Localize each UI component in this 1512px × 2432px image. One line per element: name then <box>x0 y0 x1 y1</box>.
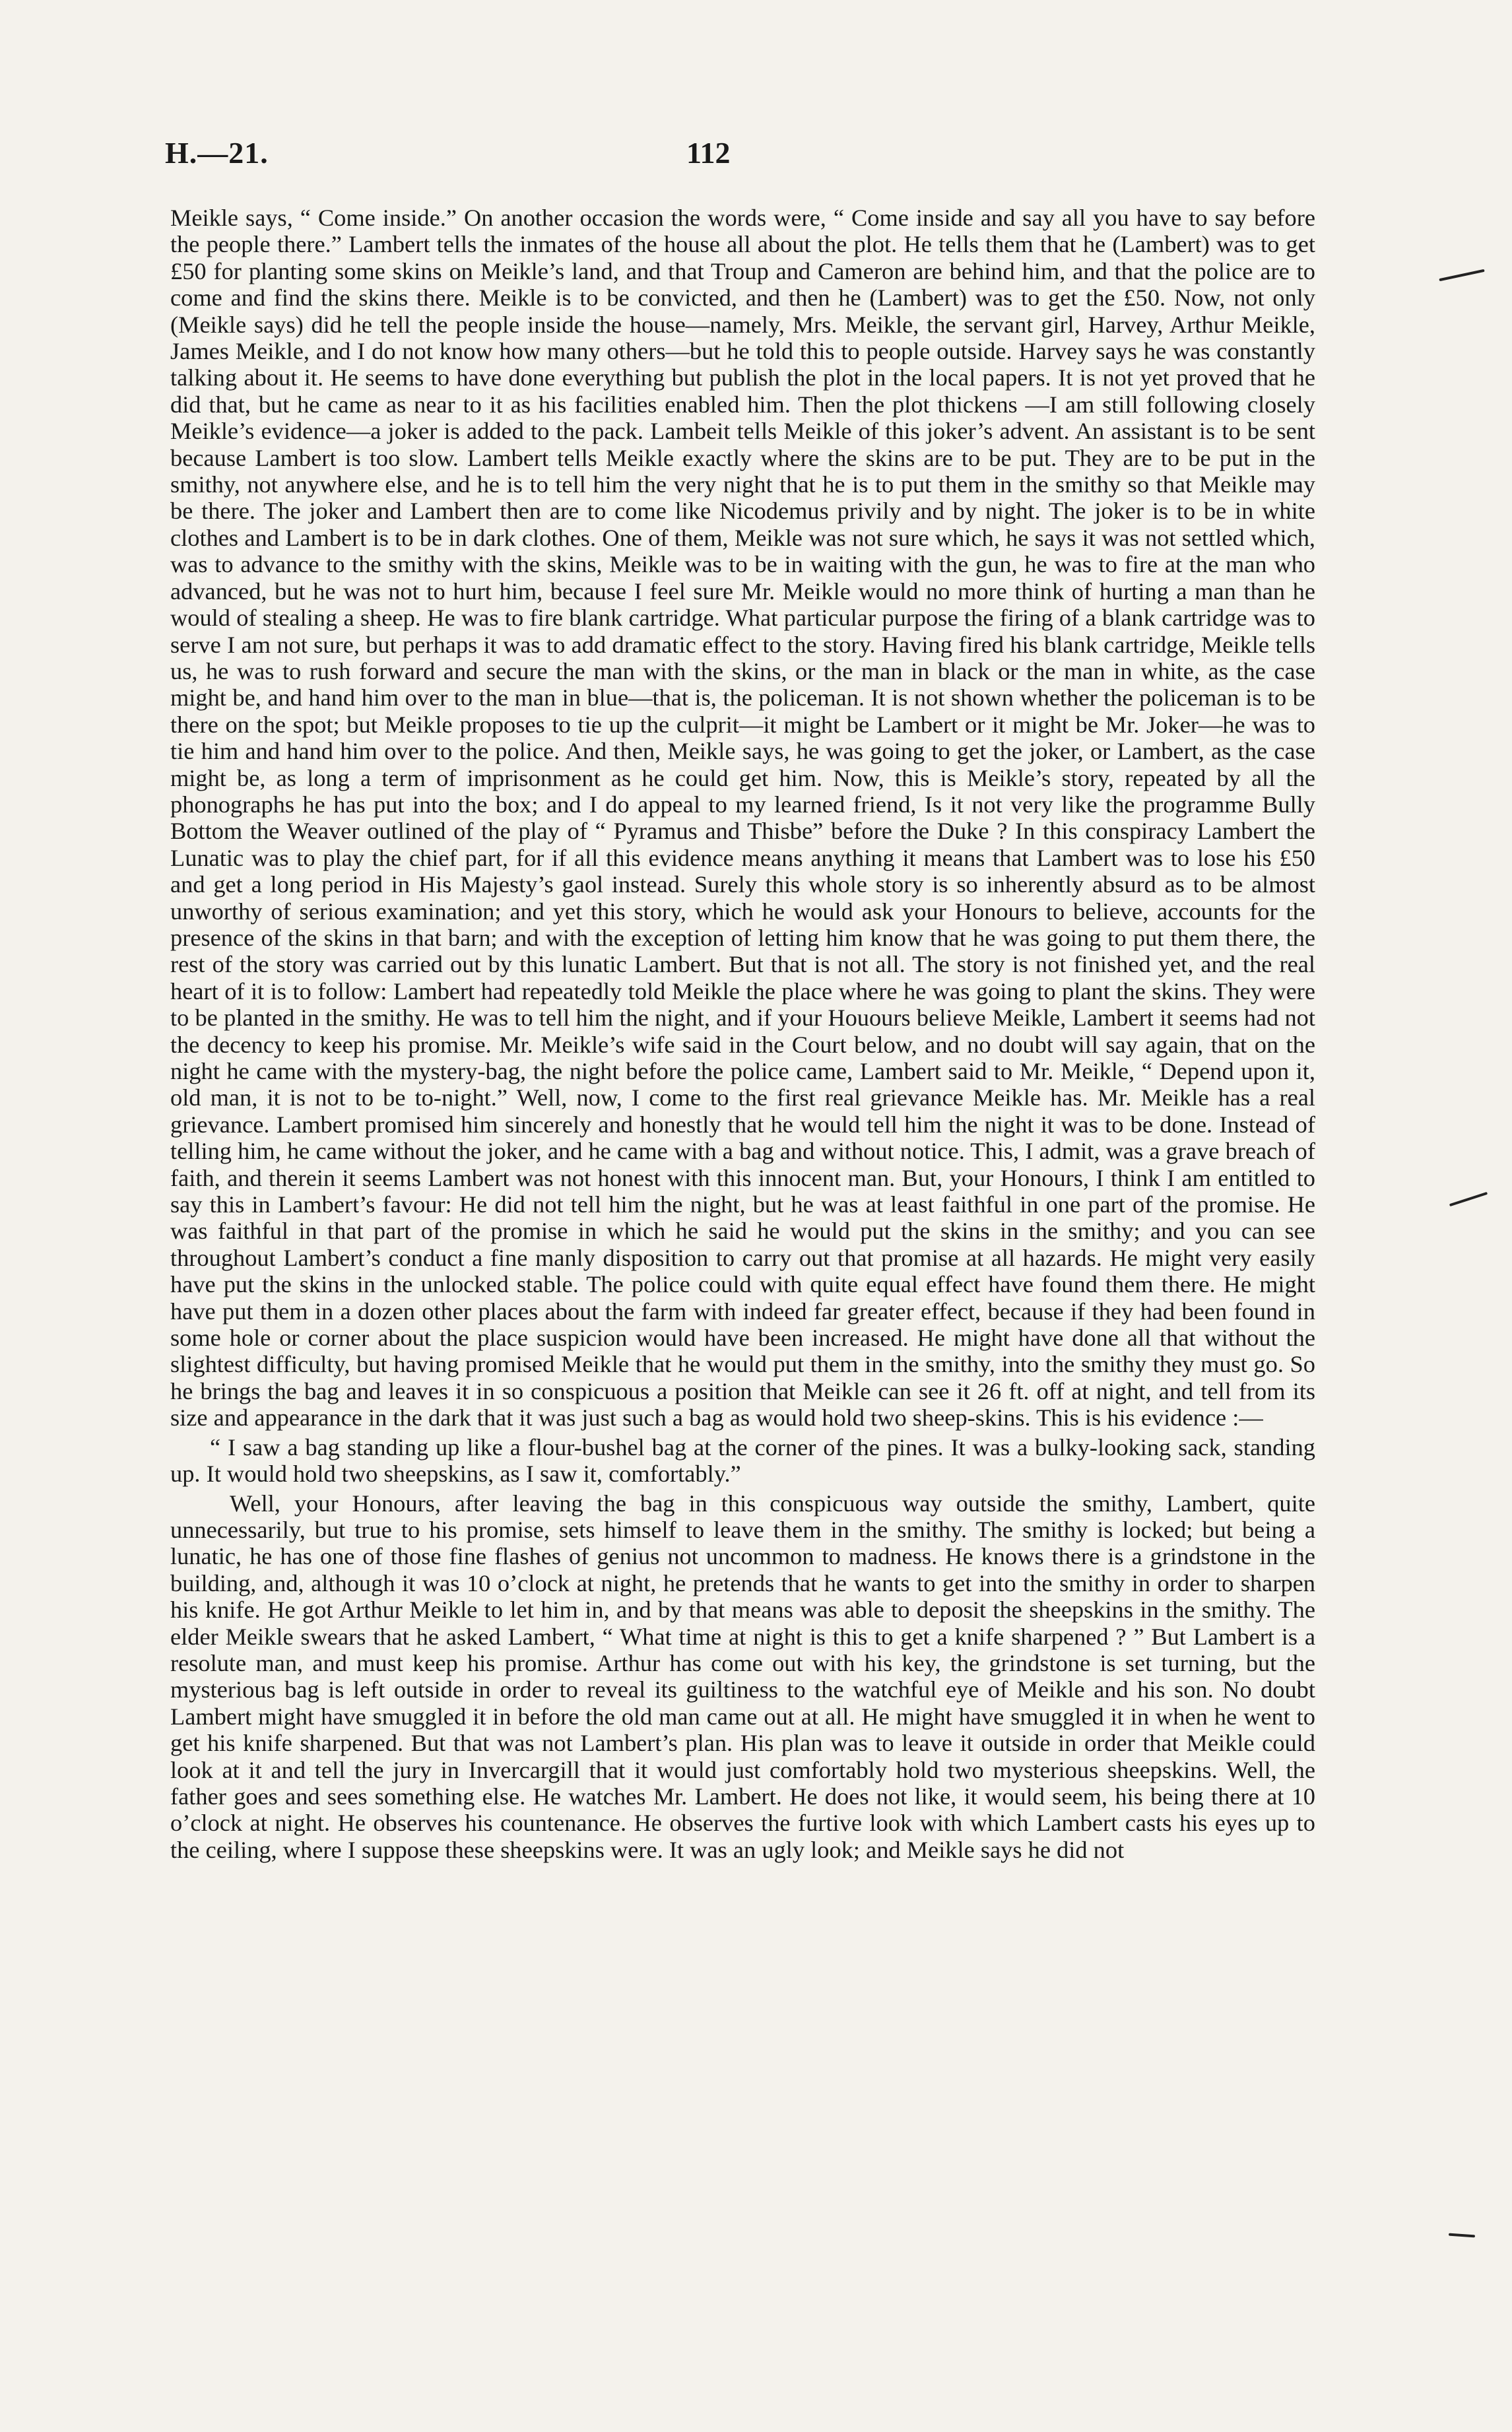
paragraph-continued: Well, your Honours, after leaving the bag in this conspicuous way outside the smithy, Lambert, quite unnecessarily, but true to his promise, sets himself to leave them in the smithy. The smithy is locked; but being a lunatic, he has one of those fine flashes of genius not uncommon to madness. He knows there is a grindstone in the building, and, although it was 10 o’clock at night, he pretends that he wants to get into the smithy in order to sharpen his knife. He got Arthur Meikle to let him in, and by that means was able to deposit the sheepskins in the smithy. The elder Meikle swears that he asked Lambert, “ What time at night is this to get a knife sharpened ? ” But Lambert is a resolute man, and must keep his promise. Arthur has come out with his key, the grindstone is set turning, but the mysterious bag is left outside in order to reveal its guiltiness to the watchful eye of Meikle and his son. No doubt Lambert might have smuggled it in before the old man came out at all. He might have smuggled it in when he went to get his knife sharpened. But that was not Lambert’s plan. His plan was to leave it outside in order that Meikle could look at it and tell the jury in Invercargill that it would just comfortably hold two mysterious sheepskins. Well, the father goes and sees something else. He watches Mr. Lambert. He does not like, it would seem, his being there at 10 o’clock at night. He observes his countenance. He observes the furtive look with which Lambert casts his eyes up to the ceiling, where I suppose these sheepskins were. It was an ugly look; and Meikle says he did not <box>170 1490 1315 1863</box>
page-header <box>165 135 1320 181</box>
page-number: 112 <box>686 136 731 170</box>
quoted-evidence: “ I saw a bag standing up like a flour-bushel bag at the corner of the pines. It was a bulky-looking sack, standing up. It would hold two sheepskins, as I saw it, comfortably.” <box>170 1433 1315 1488</box>
margin-pencil-mark <box>1449 2233 1475 2238</box>
margin-pencil-mark <box>1439 269 1484 281</box>
body-text <box>170 205 1315 1863</box>
paragraph-main: Meikle says, “ Come inside.” On another occasion the words were, “ Come inside and say all you have to say before the people there.” Lambert tells the inmates of the house all about the plot. He tells them that he (Lambert) was to get £50 for planting some skins on Meikle’s land, and that Troup and Cameron are behind him, and that the police are to come and find the skins there. Meikle is to be convicted, and then he (Lambert) was to get the £50. Now, not only (Meikle says) did he tell the people inside the house—namely, Mrs. Meikle, the servant girl, Harvey, Arthur Meikle, James Meikle, and I do not know how many others—but he told this to people outside. Harvey says he was constantly talking about it. He seems to have done everything but publish the plot in the local papers. It is not yet proved that he did that, but he came as near to it as his facilities enabled him. Then the plot thickens —I am still following closely Meikle’s evidence—a joker is added to the pack. Lambeit tells Meikle of this joker’s advent. An assistant is to be sent because Lambert is too slow. Lambert tells Meikle exactly where the skins are to be put. They are to be put in the smithy, not anywhere else, and he is to tell him the very night that he is to put them in the smithy so that Meikle may be there. The joker and Lambert then are to come like Nicodemus privily and by night. The joker is to be in white clothes and Lambert is to be in dark clothes. One of them, Meikle was not sure which, he says it was not settled which, was to advance to the smithy with the skins, Meikle was to be in waiting with the gun, he was to fire at the man who advanced, but he was not to hurt him, because I feel sure Mr. Meikle would no more think of hurting a man than he would of stealing a sheep. He was to fire blank cartridge. What particular purpose the firing of a blank cartridge was to serve I am not sure, but perhaps it was to add dramatic effect to the story. Having fired his blank cartridge, Meikle tells us, he was to rush forward and secure the man with the skins, or the man in black or the man in white, as the case might be, and hand him over to the man in blue—that is, the policeman. It is not shown whether the policeman is to be there on the spot; but Meikle proposes to tie up the culprit—it might be Lambert or it might be Mr. Joker—he was to tie him and hand him over to the police. And then, Meikle says, he was going to get the joker, or Lambert, as the case might be, as long a term of imprisonment as he could get him. Now, this is Meikle’s story, repeated by all the phonographs he has put into the box; and I do appeal to my learned friend, Is it not very like the programme Bully Bottom the Weaver outlined of the play of “ Pyramus and Thisbe” before the Duke ? In this conspiracy Lambert the Lunatic was to play the chief part, for if all this evidence means anything it means that Lambert was to lose his £50 and get a long period in His Majesty’s gaol instead. Surely this whole story is so inherently absurd as to be almost unworthy of serious examination; and yet this story, which he would ask your Honours to believe, accounts for the presence of the skins in that barn; and with the exception of letting him know that he was going to put them there, the rest of the story was carried out by this lunatic Lambert. But that is not all. The story is not finished yet, and the real heart of it is to follow: Lambert had repeatedly told Meikle the place where he was going to plant the skins. They were to be planted in the smithy. He was to tell him the night, and if your Houours believe Meikle, Lambert it seems had not the decency to keep his promise. Mr. Meikle’s wife said in the Court below, and no doubt will say again, that on the night he came with the mystery-bag, the night before the police came, Lambert said to Mr. Meikle, “ Depend upon it, old man, it is not to be to-night.” Well, now, I come to the first real grievance Meikle has. Mr. Meikle has a real grievance. Lambert promised him sincerely and honestly that he would tell him the night it was to be done. Instead of telling him, he came without the joker, and he came with a bag and without notice. This, I admit, was a grave breach of faith, and therein it seems Lambert was not honest with this innocent man. But, your Honours, I think I am entitled to say this in Lambert’s favour: He did not tell him the night, but he was at least faithful in one part of the promise. He was faithful in that part of the promise in which he said he would put the skins in the smithy; and you can see throughout Lambert’s conduct a fine manly disposition to carry out that promise at all hazards. He might very easily have put the skins in the unlocked stable. The police could with quite equal effect have found them there. He might have put them in a dozen other places about the farm with indeed far greater effect, because if they had been found in some hole or corner about the place suspicion would have been increased. He might have done all that without the slightest difficulty, but having promised Meikle that he would put them in the smithy, into the smithy they must go. So he brings the bag and leaves it in so conspicuous a position that Meikle can see it 26 ft. off at night, and tell from its size and appearance in the dark that it was just such a bag as would hold two sheep-skins. This is his evidence :— <box>170 205 1315 1431</box>
document-reference: H.—21. <box>165 136 269 170</box>
margin-pencil-mark <box>1449 1192 1488 1206</box>
